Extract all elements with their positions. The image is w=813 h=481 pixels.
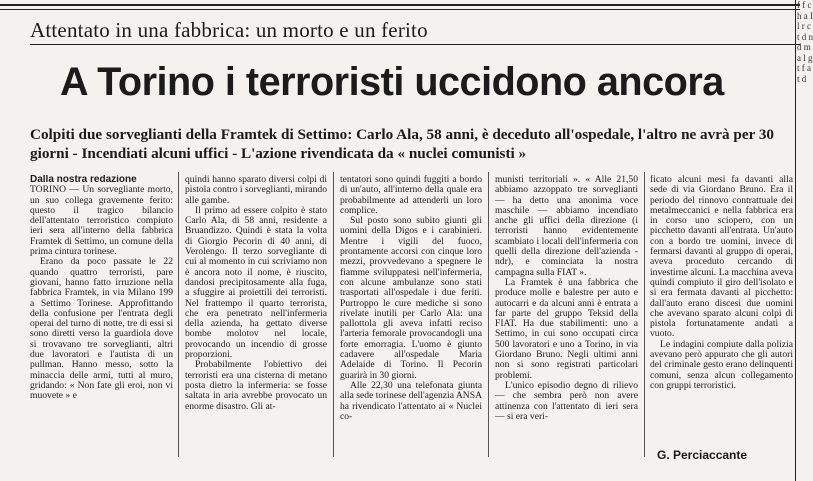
- paragraph: Le indagini compiute dalla polizia avevano però appurato che gli autori del criminale gesto erano delinquenti comuni, senza alcun collegamento con gruppi terroristici.: [650, 338, 793, 391]
- paragraph: Alle 22,30 una telefonata giunta alla sede torinese dell'agenzia ANSA ha rivendicato l'attentato ai « Nuclei co-: [340, 379, 482, 422]
- paragraph: munisti territoriali ». « Alle 21,50 abbiamo azzoppato tre sorveglianti — ha detto una anonima voce maschile — abbiamo incendiato anche gli uffici della direzione (i terroristi hanno evidentemente scambiato i locali dell'infermeria con quelli della direzione dell'azienda - ndr), e cominciata la nostra campagna sulla FIAT ».: [495, 175, 638, 278]
- article-dateline: Dalla nostra redazione: [30, 175, 137, 185]
- article-column-1: [30, 175, 173, 445]
- paragraph: Probabilmente l'obiettivo dei terroristi era una cisterna di metano posta dietro la infermeria: se fosse saltata in aria avrebbe provocato un enorme disastro. Gli at-: [185, 359, 327, 412]
- paragraph: TORINO — Un sorvegliante morto, un suo collega gravemente ferito: questo il tragico bilancio dell'attentato terroristico compiuto ieri sera all'interno della fabbrica Framtek di Settimo, un comune della prima cintura torinese.: [30, 184, 173, 258]
- paragraph: Il primo ad essere colpito è stato Carlo Ala, di 58 anni, residente a Bruandizzo. Quindi è stata la volta di Giorgio Pecorin di 40 anni, di Verolengo. Il terzo sorvegliante di cui al momento in cui scriviamo non è ancora noto il nome, è riuscito, dandosi precipitosamente alla fuga, a sfuggire ai proiettili dei terroristi. Nel frattempo il quarto terrorista, che era penetrato nell'infermeria della azienda, ha gettato diverse bombe molotov nel locale, provocando un incendio di grosse proporzioni.: [185, 204, 327, 361]
- top-rule: [0, 4, 800, 6]
- article-kicker: Attentato in una fabbrica: un morto e un ferito: [30, 18, 428, 42]
- article-subhead: Colpiti due sorveglianti della Framtek di Settimo: Carlo Ala, 58 anni, è deceduto all'ospedale, l'altro ne avrà per 30 giorni - Incendiati alcuni uffici - L'azione rivendicata da « nuclei comunisti »: [30, 126, 775, 162]
- right-border-rule: [795, 0, 796, 481]
- paragraph: Sul posto sono subito giunti gli uomini della Digos e i carabinieri. Mentre i vigili del fuoco, prontamente accorsi con cinque loro mezzi, provvedevano a spegnere le fiamme sviluppatesi nell'infermeria, con alcune ambulanze sono stati trasportati all'ospedale i due feriti. Purtroppo le cure mediche si sono rivelate inutili per Carlo Ala: una pallottola gli aveva infatti reciso l'arteria femorale provocandogli una forte emorragia. L'uomo è giunto cadavere all'ospedale Maria Adelaide di Torino. Il Pecorin guarirà in 30 giorni.: [340, 215, 482, 381]
- paragraph: tentatori sono quindi fuggiti a bordo di un'auto, all'interno della quale era probabilmente ad attenderli un loro complice.: [340, 175, 482, 216]
- article-signature: G. Perciaccante: [657, 448, 748, 462]
- column-separator: [178, 172, 179, 457]
- article-column-5: [650, 175, 793, 437]
- adjacent-column-edge: f f c h a I l r c t d n d m a l g t f a t d: [797, 0, 813, 84]
- column-separator: [644, 172, 645, 457]
- article-column-2: [185, 175, 327, 445]
- article-column-4: [495, 175, 638, 445]
- column-separator: [488, 172, 489, 457]
- paragraph: La Framtek è una fabbrica che produce molle e balestre per auto e autocarri e da alcuni anni è entrata a far parte del gruppo Teksid della FIAT. Ha due stabilimenti: uno a Settimo, in cui sono occupati circa 500 lavoratori e uno a Torino, in via Giordano Bruno. Negli ultimi anni non si sono registrati particolari problemi.: [495, 276, 638, 381]
- paragraph: Erano da poco passate le 22 quando quattro terroristi, pare giovani, hanno fatto irruzione nella fabbrica Framtek, in via Milano 199 a Settimo Torinese. Approfittando della confusione per l'entrata degli operai del turno di notte, tre di essi si sono diretti verso la guardiola dove si trovavano tre sorveglianti, altri due lavoratori e l'autista di un pullman. Hanno messo, sotto la minaccia delle armi, tutti al muro, gridando: « Non fate gli eroi, non vi muovete » e: [30, 256, 173, 402]
- top-rule-thin: [0, 9, 800, 10]
- article-headline: A Torino i terroristi uccidono ancora: [60, 60, 724, 104]
- kicker-underline: [30, 44, 800, 45]
- paragraph: quindi hanno sparato diversi colpi di pistola contro i sorveglianti, mirando alle gambe.: [185, 175, 327, 206]
- paragraph: L'unico episodio degno di rilievo — che sembra però non avere attinenza con l'attentato di ieri sera — si era veri-: [495, 379, 638, 422]
- column-separator: [333, 172, 334, 457]
- article-column-3: [340, 175, 482, 445]
- paragraph: ficato alcuni mesi fa davanti alla sede di via Giordano Bruno. Era il periodo del rinnovo contrattuale dei metalmeccanici e nella fabbrica era in corso uno sciopero, con un picchetto davanti all'entrata. Un'auto con a bordo tre uomini, invece di fermarsi davanti al gruppo di operai, aveva proceduto cercando di investirne alcuni. La macchina aveva quindi compiuto il giro dell'isolato e si era fermata davanti al picchetto: dall'auto erano discesi due uomini che avevano sparato alcuni colpi di pistola fortunatamente andati a vuoto.: [650, 175, 793, 340]
